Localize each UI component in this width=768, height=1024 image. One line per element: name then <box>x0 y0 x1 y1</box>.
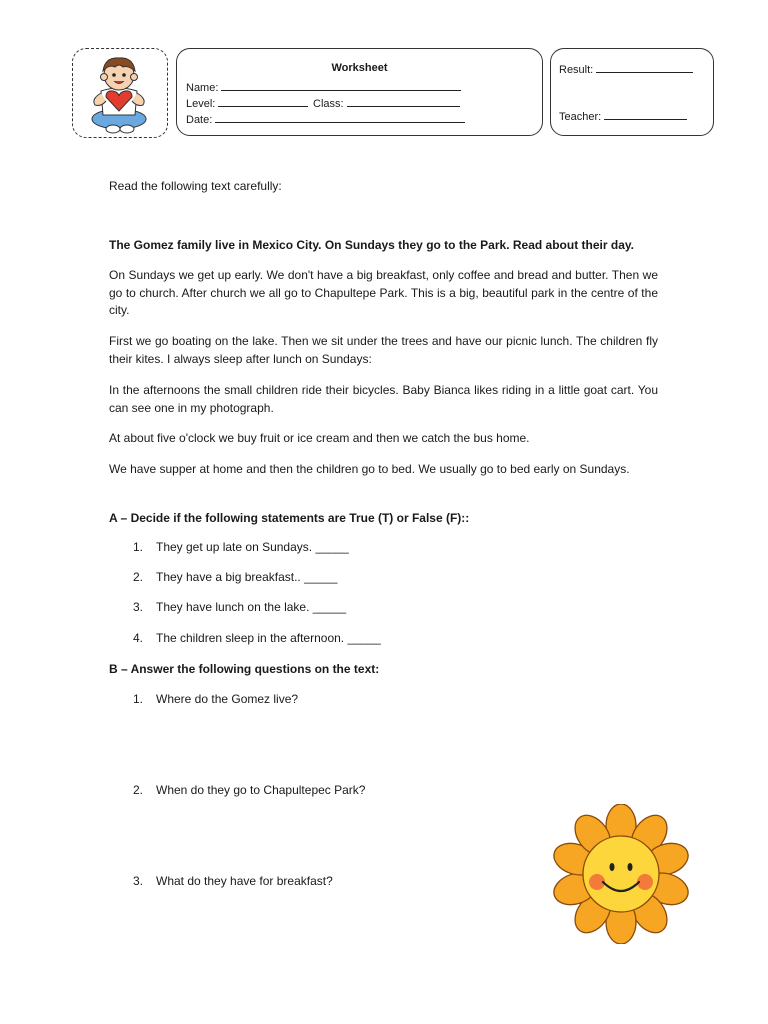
passage-paragraph: At about five o'clock we buy fruit or ice cream and then we catch the bus home. <box>109 431 530 445</box>
date-label: Date: <box>186 114 213 126</box>
level-field[interactable] <box>186 96 308 110</box>
passage-headline: The Gomez family live in Mexico City. On Sundays they go to the Park. Read about their day. <box>109 238 634 252</box>
name-label: Name: <box>186 82 219 94</box>
avatar-box <box>72 48 168 138</box>
passage-paragraph: We have supper at home and then the children go to bed. We usually go to bed early on Sundays. <box>109 462 630 476</box>
section-b-heading: B – Answer the following questions on the text: <box>109 662 380 676</box>
teacher-label: Teacher: <box>559 111 602 123</box>
result-box <box>550 48 714 136</box>
result-field[interactable] <box>559 62 693 76</box>
boy-clipart-icon <box>73 49 166 136</box>
student-info-box <box>176 48 543 136</box>
result-label: Result: <box>559 64 594 76</box>
date-field[interactable] <box>186 112 465 126</box>
sun-clipart-icon <box>548 804 694 944</box>
section-a-heading: A – Decide if the following statements are True (T) or False (F):: <box>109 511 470 525</box>
level-label: Level: <box>186 98 216 110</box>
teacher-field[interactable] <box>559 109 687 123</box>
name-field[interactable] <box>186 80 461 94</box>
intro-text: Read the following text carefully: <box>109 179 282 193</box>
class-label: Class: <box>313 98 344 110</box>
passage-paragraph: On Sundays we get up early. We don't have a big breakfast, only coffee and bread and butter. Then we go to church. After church we all go to Chapultepe Park. This is a big, beautiful park in the centre of the city. <box>109 268 658 317</box>
worksheet-title: Worksheet <box>331 62 388 74</box>
class-field[interactable] <box>313 96 460 110</box>
passage-paragraph: In the afternoons the small children ride their bicycles. Baby Bianca likes riding in a little goat cart. You can see one in my photograph. <box>109 383 658 415</box>
passage-paragraph: First we go boating on the lake. Then we sit under the trees and have our picnic lunch. The children fly their kites. I always sleep after lunch on Sundays: <box>109 334 658 366</box>
